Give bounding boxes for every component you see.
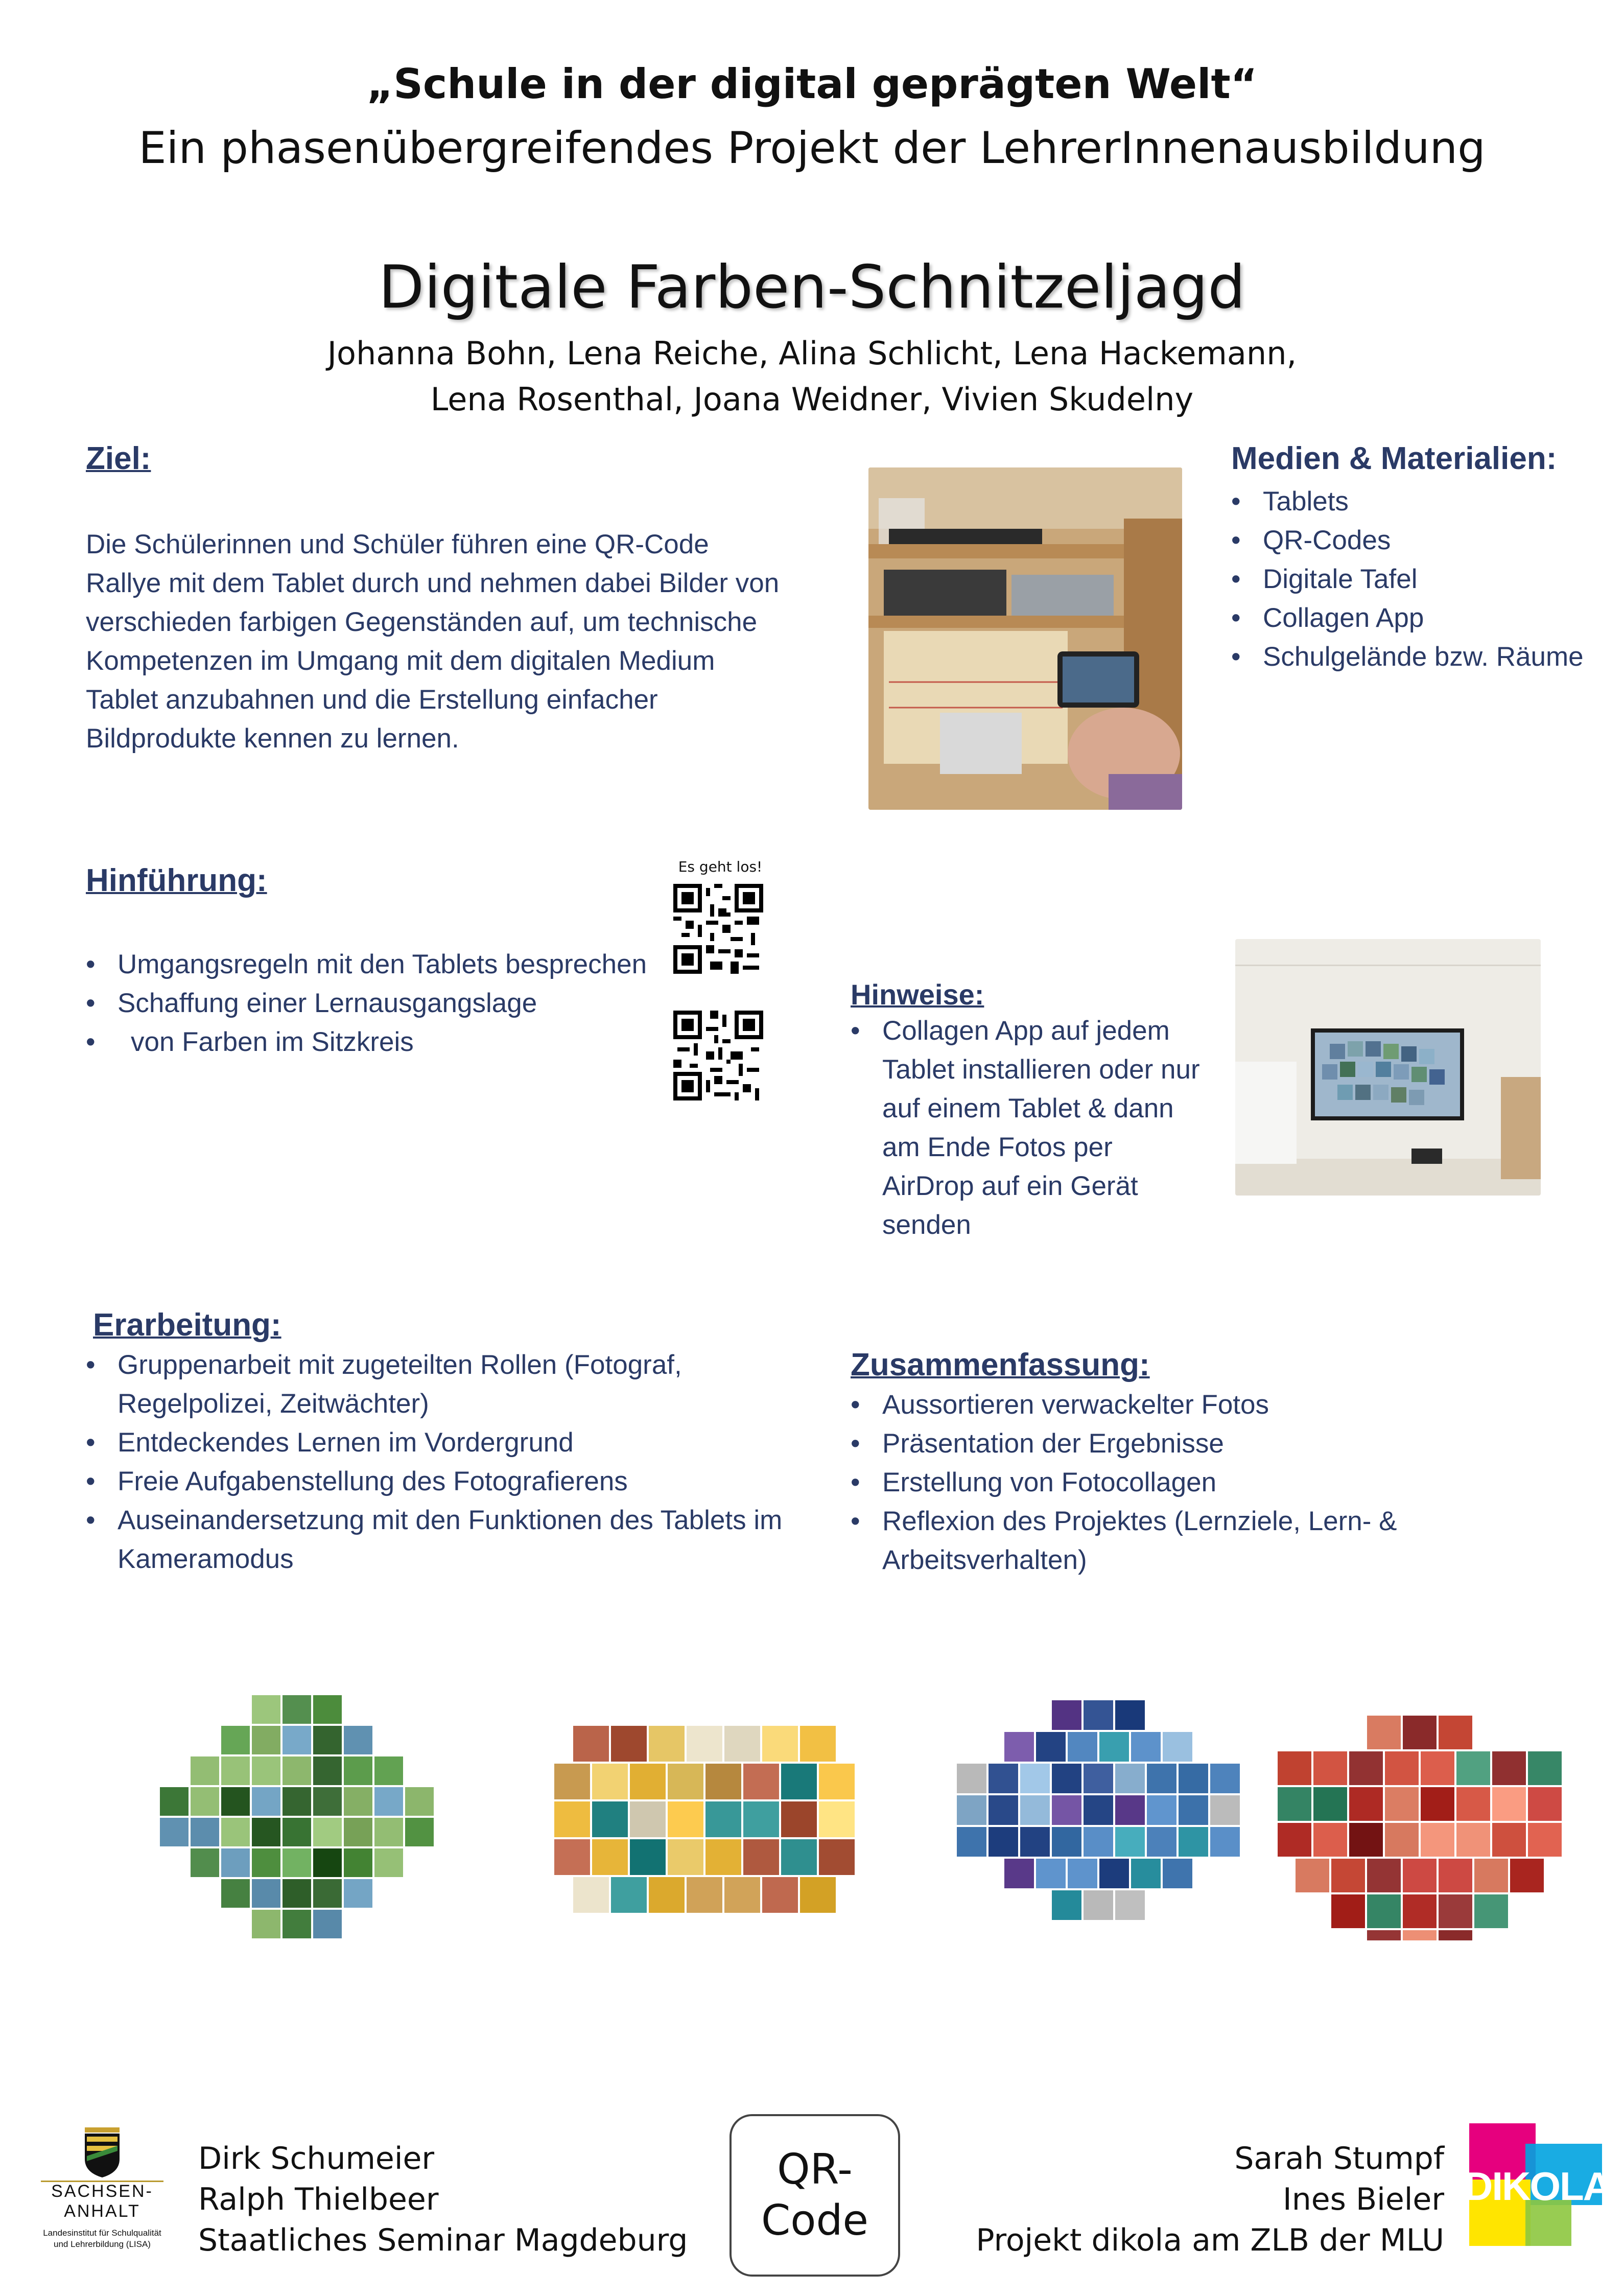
red-collage-tile	[1367, 1894, 1401, 1928]
red-collage-tile	[1278, 1787, 1311, 1821]
footer-right-line-3: Projekt dikola am ZLB der MLU	[976, 2222, 1444, 2258]
red-collage-tile	[1492, 1823, 1526, 1857]
red-collage-tile	[1510, 1859, 1544, 1892]
yellow-collage-tile	[649, 1726, 685, 1762]
yellow-collage-tile	[554, 1764, 590, 1799]
poster-title: Digitale Farben-Schnitzeljagd	[379, 253, 1245, 322]
hinfuehrung-list	[86, 945, 673, 1062]
lisa-subtitle: Landesinstitut für Schulqualität und Lehrerbildung (LISA)	[43, 2228, 161, 2249]
blue-collage-tile	[1115, 1700, 1145, 1730]
blue-collage-tile	[988, 1827, 1018, 1857]
blue-collage-tile	[988, 1764, 1018, 1793]
zusammenfassung-heading: Zusammenfassung:	[851, 1347, 1150, 1383]
yellow-collage-tile	[762, 1877, 798, 1913]
red-collage-tile	[1456, 1787, 1490, 1821]
green-collage-tile	[283, 1818, 311, 1846]
red-collage-tile	[1439, 1859, 1472, 1892]
ziel-heading: Ziel:	[86, 441, 151, 476]
blue-collage-tile	[1147, 1827, 1176, 1857]
yellow-collage-tile	[573, 1877, 609, 1913]
blue-collage-tile	[1084, 1795, 1113, 1825]
sachsen-anhalt-logo	[20, 2125, 184, 2258]
yellow-collage-tile	[819, 1764, 855, 1799]
blue-collage-tile	[1052, 1764, 1081, 1793]
green-collage-tile	[344, 1726, 372, 1754]
green-collage-tile	[313, 1848, 342, 1877]
footer-left-line-1: Dirk Schumeier	[198, 2141, 435, 2176]
green-collage-tile	[252, 1726, 280, 1754]
red-collage-tile	[1403, 1716, 1437, 1749]
yellow-collage-tile	[743, 1839, 779, 1875]
blue-collage-tile	[957, 1795, 986, 1825]
green-collage-tile	[221, 1848, 250, 1877]
red-collage-tile	[1474, 1859, 1508, 1892]
blue-collage-tile	[1115, 1890, 1145, 1920]
qr-placeholder-label: QR- Code	[761, 2145, 868, 2245]
yellow-collage-tile	[573, 1726, 609, 1762]
yellow-collage-tile	[687, 1877, 722, 1913]
green-collage-tile	[221, 1879, 250, 1908]
blue-collage-tile	[1131, 1732, 1161, 1762]
green-collage-tile	[252, 1756, 280, 1785]
green-collage-tile	[283, 1726, 311, 1754]
yellow-collage-tile	[705, 1764, 741, 1799]
erarbeitung-heading: Erarbeitung:	[93, 1307, 281, 1343]
blue-collage-tile	[988, 1795, 1018, 1825]
blue-collage-tile	[1052, 1890, 1081, 1920]
list-item: • QR-Codes	[1231, 521, 1599, 560]
red-collage-tile	[1349, 1823, 1383, 1857]
green-collage-tile	[252, 1910, 280, 1938]
blue-collage-tile	[1068, 1859, 1097, 1888]
blue-collage-tile	[1147, 1795, 1176, 1825]
blue-collage-tile	[1147, 1764, 1176, 1793]
erarbeitung-list	[86, 1346, 801, 1579]
red-collage-tile	[1367, 1716, 1401, 1749]
blue-collage-tile	[957, 1764, 986, 1793]
red-collage-tile	[1313, 1823, 1347, 1857]
yellow-collage-tile	[630, 1764, 666, 1799]
red-collage-tile	[1528, 1787, 1562, 1821]
dikola-wordmark: DIKOLA	[1464, 2164, 1611, 2209]
qr-code-1[interactable]	[673, 884, 763, 974]
list-item: • Präsentation der Ergebnisse	[851, 1424, 1576, 1463]
red-collage-tile	[1313, 1751, 1347, 1785]
green-collage-tile	[160, 1787, 189, 1816]
hinfuehrung-heading: Hinführung:	[86, 863, 267, 898]
red-collage-tile	[1439, 1716, 1472, 1749]
blue-collage-tile	[1210, 1764, 1240, 1793]
red-collage-tile	[1403, 1894, 1437, 1928]
yellow-collage-tile	[611, 1726, 647, 1762]
red-collage-tile	[1474, 1894, 1508, 1928]
yellow-collage-tile	[800, 1877, 836, 1913]
green-collage-tile	[191, 1787, 219, 1816]
green-collage-tile	[283, 1910, 311, 1938]
authors-line-1: Johanna Bohn, Lena Reiche, Alina Schlicht, Lena Hackemann,	[327, 335, 1297, 372]
hinweise-list	[851, 1012, 1203, 1245]
yellow-collage-tile	[649, 1877, 685, 1913]
green-collage-tile	[252, 1818, 280, 1846]
green-collage-tile	[374, 1756, 403, 1785]
green-collage-tile	[313, 1787, 342, 1816]
list-item: • Aussortieren verwackelter Fotos	[851, 1386, 1576, 1424]
red-collage-tile	[1492, 1787, 1526, 1821]
green-collage-tile	[252, 1879, 280, 1908]
footer-right-line-2: Ines Bieler	[1283, 2182, 1444, 2217]
green-collage-tile	[344, 1818, 372, 1846]
collage-green	[100, 1695, 493, 1940]
list-item: • Reflexion des Projektes (Lernziele, Lern- & Arbeitsverhalten)	[851, 1502, 1576, 1580]
blue-collage-tile	[1099, 1859, 1129, 1888]
blue-collage-tile	[957, 1827, 986, 1857]
list-item: • Collagen App	[1231, 599, 1599, 638]
blue-collage-tile	[1084, 1764, 1113, 1793]
yellow-collage-tile	[592, 1764, 628, 1799]
footer-left-line-3: Staatliches Seminar Magdeburg	[198, 2222, 688, 2258]
red-collage-tile	[1492, 1751, 1526, 1785]
list-item: • Tablets	[1231, 482, 1599, 521]
green-collage-tile	[313, 1910, 342, 1938]
red-collage-tile	[1278, 1823, 1311, 1857]
red-collage-tile	[1403, 1930, 1437, 1940]
green-collage-tile	[221, 1818, 250, 1846]
yellow-collage-tile	[781, 1764, 817, 1799]
blue-collage-tile	[1179, 1827, 1208, 1857]
yellow-collage-tile	[724, 1726, 760, 1762]
list-item: • Umgangsregeln mit den Tablets besprechen	[86, 945, 673, 984]
blue-collage-tile	[1179, 1795, 1208, 1825]
blue-collage-tile	[1163, 1859, 1192, 1888]
yellow-collage-tile	[611, 1877, 647, 1913]
yellow-collage-tile	[554, 1839, 590, 1875]
red-collage-tile	[1349, 1787, 1383, 1821]
green-collage-tile	[313, 1695, 342, 1724]
red-collage-tile	[1331, 1894, 1365, 1928]
blue-collage-tile	[1210, 1795, 1240, 1825]
green-collage-tile	[283, 1695, 311, 1724]
classroom-photo	[1235, 939, 1541, 1196]
blue-collage-tile	[1084, 1890, 1113, 1920]
blue-collage-tile	[1020, 1827, 1050, 1857]
yellow-collage-tile	[630, 1839, 666, 1875]
blue-collage-tile	[1084, 1700, 1113, 1730]
green-collage-tile	[191, 1756, 219, 1785]
yellow-collage-tile	[668, 1764, 703, 1799]
footer-left-line-2: Ralph Thielbeer	[198, 2182, 439, 2217]
list-item: • Entdeckendes Lernen im Vordergrund	[86, 1423, 801, 1462]
red-collage-tile	[1528, 1751, 1562, 1785]
red-collage-tile	[1385, 1823, 1419, 1857]
green-collage-tile	[313, 1726, 342, 1754]
project-subtitle: Ein phasenübergreifendes Projekt der LehrerInnenausbildung	[138, 123, 1486, 174]
sachsen-anhalt-wordmark: SACHSEN-ANHALT	[51, 2182, 153, 2221]
red-collage-tile	[1421, 1751, 1454, 1785]
yellow-collage-tile	[819, 1801, 855, 1837]
green-collage-tile	[374, 1818, 403, 1846]
yellow-collage-tile	[800, 1726, 836, 1762]
yellow-collage-tile	[705, 1839, 741, 1875]
list-item: • Freie Aufgabenstellung des Fotografierens	[86, 1462, 801, 1501]
list-item: • Collagen App auf jedem Tablet installieren oder nur auf einem Tablet & dann am Ende Fotos per AirDrop auf ein Gerät senden	[851, 1012, 1203, 1245]
blue-collage-tile	[1163, 1732, 1192, 1762]
hinweise-heading: Hinweise:	[851, 978, 984, 1011]
project-title: „Schule in der digital geprägten Welt“	[366, 60, 1258, 108]
blue-collage-tile	[1020, 1795, 1050, 1825]
blue-collage-tile	[1052, 1795, 1081, 1825]
blue-collage-tile	[1115, 1795, 1145, 1825]
green-collage-tile	[344, 1879, 372, 1908]
collage-blue	[914, 1700, 1282, 1930]
shelf-photo	[868, 467, 1182, 810]
list-item: • Schulgelände bzw. Räume	[1231, 638, 1599, 676]
red-collage-tile	[1456, 1823, 1490, 1857]
red-collage-tile	[1439, 1894, 1472, 1928]
blue-collage-tile	[1036, 1859, 1066, 1888]
green-collage-tile	[252, 1787, 280, 1816]
blue-collage-tile	[1210, 1827, 1240, 1857]
red-collage-tile	[1331, 1859, 1365, 1892]
ziel-text: Die Schülerinnen und Schüler führen eine QR-Code Rallye mit dem Tablet durch und nehmen dabei Bilder von verschieden farbigen Gegenständen auf, um technische Kompetenzen im Umgang mit dem digitalen Medium Tablet anzubahnen und die Erstellung einfacher Bildprodukte kennen zu lernen.	[86, 529, 780, 754]
red-collage-tile	[1296, 1859, 1329, 1892]
yellow-collage-tile	[781, 1839, 817, 1875]
yellow-collage-tile	[687, 1726, 722, 1762]
zusammenfassung-list	[851, 1386, 1576, 1580]
blue-collage-tile	[1115, 1827, 1145, 1857]
dikola-logo	[1464, 2123, 1611, 2249]
red-collage-tile	[1385, 1751, 1419, 1785]
green-collage-tile	[405, 1787, 434, 1816]
yellow-collage-tile	[705, 1801, 741, 1837]
red-collage-tile	[1313, 1787, 1347, 1821]
green-collage-tile	[313, 1756, 342, 1785]
yellow-collage-tile	[781, 1801, 817, 1837]
footer-right-line-1: Sarah Stumpf	[1234, 2141, 1444, 2176]
green-collage-tile	[283, 1756, 311, 1785]
red-collage-tile	[1421, 1787, 1454, 1821]
red-collage-tile	[1403, 1859, 1437, 1892]
blue-collage-tile	[1115, 1764, 1145, 1793]
red-collage-tile	[1367, 1930, 1401, 1940]
yellow-collage-tile	[668, 1839, 703, 1875]
red-collage-tile	[1278, 1751, 1311, 1785]
red-collage-tile	[1367, 1859, 1401, 1892]
green-collage-tile	[252, 1848, 280, 1877]
blue-collage-tile	[1036, 1732, 1066, 1762]
green-collage-tile	[344, 1848, 372, 1877]
green-collage-tile	[221, 1787, 250, 1816]
green-collage-tile	[160, 1818, 189, 1846]
red-collage-tile	[1349, 1751, 1383, 1785]
yellow-collage-tile	[819, 1839, 855, 1875]
yellow-collage-tile	[592, 1839, 628, 1875]
list-item: • Schaffung einer Lernausgangslage	[86, 984, 673, 1023]
yellow-collage-tile	[592, 1801, 628, 1837]
blue-collage-tile	[1179, 1764, 1208, 1793]
list-item: • Gruppenarbeit mit zugeteilten Rollen (Fotograf, Regelpolizei, Zeitwächter)	[86, 1346, 801, 1423]
blue-collage-tile	[1052, 1827, 1081, 1857]
red-collage-tile	[1528, 1823, 1562, 1857]
yellow-collage-tile	[724, 1877, 760, 1913]
green-collage-tile	[283, 1879, 311, 1908]
green-collage-tile	[221, 1726, 250, 1754]
blue-collage-tile	[1052, 1700, 1081, 1730]
blue-collage-tile	[1131, 1859, 1161, 1888]
green-collage-tile	[283, 1787, 311, 1816]
red-collage-tile	[1439, 1930, 1472, 1940]
list-item: • Digitale Tafel	[1231, 560, 1599, 599]
qr-code-2[interactable]	[673, 1011, 763, 1100]
yellow-collage-tile	[743, 1801, 779, 1837]
medien-list	[1231, 482, 1599, 676]
yellow-collage-tile	[762, 1726, 798, 1762]
blue-collage-tile	[1099, 1732, 1129, 1762]
yellow-collage-tile	[630, 1801, 666, 1837]
qr-caption: Es geht los!	[678, 858, 763, 875]
green-collage-tile	[405, 1818, 434, 1846]
green-collage-tile	[191, 1848, 219, 1877]
green-collage-tile	[374, 1848, 403, 1877]
blue-collage-tile	[1068, 1732, 1097, 1762]
blue-collage-tile	[1004, 1732, 1034, 1762]
blue-collage-tile	[1004, 1859, 1034, 1888]
red-collage-tile	[1421, 1823, 1454, 1857]
collage-red	[1270, 1716, 1569, 1940]
green-collage-tile	[374, 1787, 403, 1816]
green-collage-tile	[344, 1756, 372, 1785]
authors-line-2: Lena Rosenthal, Joana Weidner, Vivien Skudelny	[430, 381, 1194, 418]
red-collage-tile	[1456, 1751, 1490, 1785]
green-collage-tile	[313, 1879, 342, 1908]
green-collage-tile	[252, 1695, 280, 1724]
medien-heading: Medien & Materialien:	[1231, 441, 1557, 476]
collage-yellow	[520, 1726, 889, 1913]
green-collage-tile	[191, 1818, 219, 1846]
blue-collage-tile	[1020, 1764, 1050, 1793]
list-item: • Erstellung von Fotocollagen	[851, 1463, 1576, 1502]
qr-code-placeholder[interactable]	[729, 2114, 900, 2277]
yellow-collage-tile	[554, 1801, 590, 1837]
yellow-collage-tile	[668, 1801, 703, 1837]
green-collage-tile	[344, 1787, 372, 1816]
list-item: • von Farben im Sitzkreis	[86, 1023, 673, 1062]
green-collage-tile	[283, 1848, 311, 1877]
green-collage-tile	[313, 1818, 342, 1846]
red-collage-tile	[1385, 1787, 1419, 1821]
list-item: • Auseinandersetzung mit den Funktionen des Tablets im Kameramodus	[86, 1501, 801, 1579]
yellow-collage-tile	[743, 1764, 779, 1799]
blue-collage-tile	[1084, 1827, 1113, 1857]
green-collage-tile	[221, 1756, 250, 1785]
